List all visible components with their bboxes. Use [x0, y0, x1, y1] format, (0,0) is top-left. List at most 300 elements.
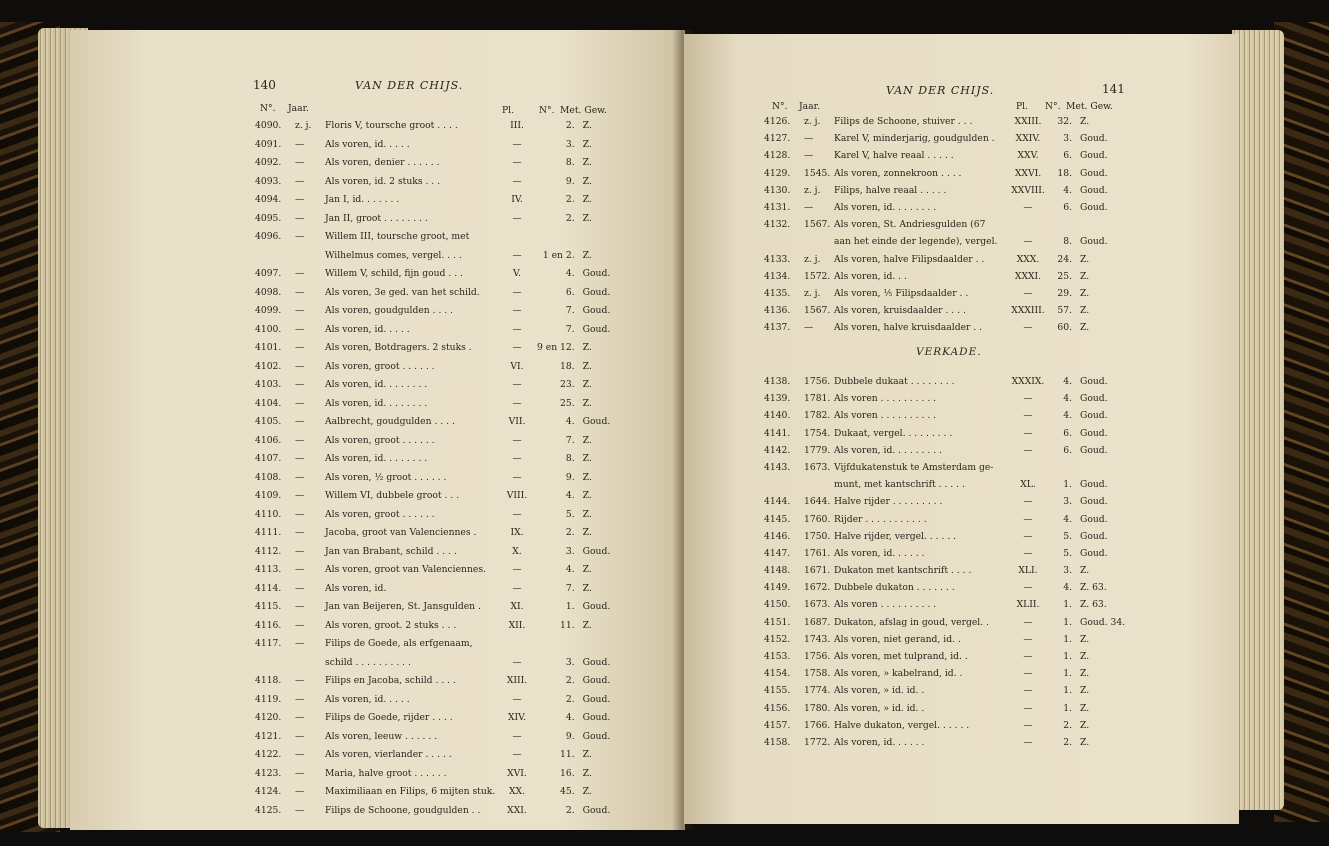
entry-metal-weight: Goud. — [1080, 133, 1108, 145]
col-header-pl: Pl. — [502, 105, 515, 116]
entry-number: 4107. — [255, 453, 282, 464]
entry-plate: — — [512, 323, 522, 335]
entry-plate-number: 6. — [1063, 427, 1072, 439]
entry-number: 4094. — [255, 194, 282, 205]
entry-metal-weight: Z. — [582, 564, 592, 575]
entry-number: 4142. — [764, 444, 791, 456]
entry-number: 4141. — [764, 427, 791, 439]
entry-description: Halve rijder . . . . . . . . . — [834, 496, 943, 508]
entry-plate: XLI. — [1018, 565, 1038, 577]
entry-metal-weight: Goud. — [582, 545, 611, 557]
table-row — [255, 786, 610, 805]
entry-plate: — — [512, 286, 522, 298]
entry-metal-weight: Goud. — [1080, 167, 1108, 179]
entry-metal-weight: Goud. — [1080, 184, 1108, 196]
entry-plate — [497, 638, 537, 657]
entry-plate: XXIII. — [1014, 116, 1042, 127]
entry-number: 4117. — [255, 638, 282, 649]
table-row — [764, 634, 1125, 651]
entry-description: Als voren, niet gerand, id. . — [834, 633, 961, 645]
entry-plate: — — [1023, 736, 1033, 748]
entry-description: Als voren, id. . . . . . . . — [325, 379, 428, 390]
entry-number: 4095. — [255, 212, 282, 224]
entry-metal-weight: Z. — [582, 379, 592, 390]
table-row — [255, 509, 610, 528]
entry-plate: — — [1023, 685, 1033, 697]
entry-metal-weight: Goud. — [1080, 513, 1108, 525]
entry-plate: XVI. — [507, 767, 527, 779]
entry-year: 1781. — [804, 393, 831, 405]
entry-metal-weight: Z. — [582, 397, 592, 409]
table-row — [255, 157, 610, 176]
entry-metal-weight: Z. — [582, 212, 592, 224]
entry-plate-number — [537, 231, 581, 250]
table-row — [255, 583, 610, 602]
entry-metal-weight: Goud. — [1080, 530, 1108, 542]
entry-metal-weight: Goud. — [1080, 427, 1108, 439]
entry-number: 4130. — [764, 184, 791, 196]
entry-plate-number: 18. — [560, 360, 575, 372]
entry-plate-number: 1. — [1063, 702, 1072, 714]
entry-description: schild . . . . . . . . . . — [325, 656, 411, 668]
entry-year — [804, 236, 834, 253]
entry-number: 4155. — [764, 685, 791, 697]
entry-year: 1673. — [804, 461, 831, 473]
entry-plate-number: 8. — [565, 157, 575, 168]
entry-description: Filips de Schoone, stuiver . . . — [834, 116, 973, 127]
entry-plate: XX. — [508, 786, 525, 797]
entry-description: Als voren, id. . . . . — [325, 693, 410, 705]
entry-plate-number: 6. — [1063, 444, 1072, 456]
entry-plate-number: 9. — [565, 471, 575, 483]
entry-plate: XXVI. — [1014, 167, 1042, 179]
entry-description: Vijfdukatenstuk te Amsterdam ge- — [834, 461, 994, 473]
entry-plate-number — [537, 638, 581, 657]
entry-number: 4137. — [764, 322, 791, 334]
entry-plate: XII. — [508, 619, 526, 631]
entry-metal-weight: Goud. — [582, 601, 611, 612]
table-row — [255, 139, 610, 158]
entry-year: 1772. — [804, 736, 831, 748]
col-header-no: N°. — [772, 101, 788, 112]
entry-plate: — — [512, 342, 522, 353]
table-row — [764, 116, 1108, 133]
entry-number: 4131. — [764, 201, 791, 213]
entry-year: — — [295, 693, 305, 705]
entry-description: Als voren, groot van Valenciennes. — [325, 564, 486, 575]
entry-metal-weight: Z. — [1080, 719, 1090, 731]
entry-year: 1750. — [804, 530, 831, 542]
entry-plate: — — [1023, 530, 1033, 542]
entry-plate: — — [512, 138, 522, 150]
table-row — [255, 268, 610, 287]
entry-plate-number: 6. — [1063, 201, 1072, 213]
table-row — [255, 657, 610, 676]
entry-plate: XXVIII. — [1011, 184, 1045, 196]
entry-description: Jan van Beijeren, St. Jansgulden . — [325, 601, 481, 612]
entry-number — [764, 479, 804, 496]
entry-year: 1758. — [804, 668, 831, 680]
entry-plate-number: 4. — [1063, 513, 1072, 525]
entry-metal-weight: Goud. — [582, 305, 611, 316]
entry-plate-number: 18. — [1057, 167, 1072, 179]
entry-number: 4147. — [764, 547, 791, 559]
table-row — [764, 462, 1125, 479]
entry-number: 4156. — [764, 702, 791, 714]
left-page — [70, 30, 685, 830]
entry-description: Jacoba, groot van Valenciennes . — [325, 527, 477, 538]
entry-number: 4110. — [255, 508, 282, 520]
entry-number: 4114. — [255, 582, 282, 594]
entry-plate-number: 1. — [1063, 633, 1072, 645]
table-row — [764, 651, 1125, 668]
table-row — [764, 236, 1108, 253]
entry-year: — — [804, 133, 814, 145]
entry-number: 4157. — [764, 719, 791, 731]
entry-year: — — [295, 360, 305, 372]
entry-plate: — — [512, 508, 522, 520]
entry-year: — — [804, 150, 814, 162]
entry-metal-weight: Z. — [582, 619, 592, 631]
entry-description: Floris V, toursche groot . . . . — [325, 120, 458, 131]
entry-description: Als voren, 3e ged. van het schild. — [325, 286, 480, 298]
entry-description: Halve dukaton, vergel. . . . . . — [834, 719, 970, 731]
entry-description: Als voren, groot . . . . . . — [325, 360, 435, 372]
entry-plate-number: 4. — [1063, 184, 1072, 196]
entry-number: 4148. — [764, 565, 791, 577]
col-header-no: N°. — [260, 103, 276, 114]
table-row — [255, 305, 610, 324]
table-row — [764, 133, 1108, 150]
entry-description: Als voren, id. . . . . — [325, 138, 410, 150]
col-header-year: Jaar. — [799, 101, 820, 112]
entry-number: 4125. — [255, 804, 282, 816]
entry-description: Als voren . . . . . . . . . . — [834, 599, 937, 611]
entry-metal-weight: Goud. — [582, 656, 611, 668]
entry-year: — — [295, 175, 305, 187]
entry-number: 4152. — [764, 633, 791, 645]
entry-number: 4118. — [255, 675, 282, 686]
entry-metal-weight: Z. — [1080, 116, 1090, 127]
entry-year: 1545. — [804, 167, 831, 179]
entry-metal-weight: Goud. — [582, 416, 611, 427]
entry-year: — — [295, 379, 305, 390]
entry-number: 4113. — [255, 564, 282, 575]
entry-plate-number: 7. — [565, 582, 575, 594]
entry-number: 4115. — [255, 601, 282, 612]
entry-plate-number: 16. — [560, 767, 575, 779]
entry-plate: — — [1023, 322, 1033, 334]
entry-number: 4124. — [255, 786, 282, 797]
entry-year: — — [295, 619, 305, 631]
entry-plate-number: 60. — [1057, 322, 1072, 334]
entry-number: 4109. — [255, 490, 282, 501]
entry-number: 4098. — [255, 286, 282, 298]
entry-description: Jan van Brabant, schild . . . . — [325, 545, 457, 557]
entry-plate: — — [512, 749, 522, 760]
table-row — [764, 565, 1125, 582]
table-row — [764, 737, 1125, 754]
entry-plate-number: 11. — [560, 749, 575, 760]
table-row — [764, 305, 1108, 322]
entry-plate: — — [512, 582, 522, 594]
entry-year: 1756. — [804, 651, 831, 662]
entry-number: 4151. — [764, 616, 791, 628]
entry-number: 4145. — [764, 513, 791, 525]
table-row — [764, 479, 1125, 496]
entry-plate: XL. — [1020, 479, 1036, 491]
entry-metal-weight: Goud. — [1080, 444, 1108, 456]
entry-plate: — — [1023, 393, 1033, 405]
entry-number: 4111. — [255, 527, 282, 538]
entry-plate: — — [1023, 668, 1033, 680]
entry-plate-number: 3. — [1063, 565, 1072, 577]
entry-metal-weight: Z. — [582, 786, 592, 797]
entry-metal-weight: Goud. — [582, 730, 611, 742]
entry-year: 1782. — [804, 410, 831, 422]
entry-metal-weight: Goud. 34. — [1080, 616, 1126, 628]
entry-description: Als voren, id. 2 stuks . . . — [325, 175, 441, 187]
entry-year: — — [295, 212, 305, 224]
entry-number: 4133. — [764, 253, 791, 265]
entry-number: 4121. — [255, 730, 282, 742]
entry-plate-number: 9 en 12. — [537, 342, 575, 353]
table-row — [764, 617, 1125, 634]
entry-metal-weight: Z. — [582, 582, 592, 594]
right-page — [684, 34, 1239, 824]
entry-year: 1572. — [804, 270, 831, 282]
table-row — [764, 685, 1125, 702]
entry-plate-number — [1050, 219, 1078, 236]
entry-metal-weight: Z. — [1080, 668, 1090, 680]
entry-description: Filips en Jacoba, schild . . . . — [325, 675, 456, 686]
entry-metal-weight: Z. — [1080, 702, 1090, 714]
entry-plate-number: 7. — [565, 434, 575, 446]
entry-year: — — [295, 749, 305, 760]
entry-number: 4116. — [255, 619, 282, 631]
entry-year: — — [295, 453, 305, 464]
entry-plate-number: 6. — [565, 286, 575, 298]
entry-plate: — — [512, 397, 522, 409]
entry-metal-weight: Z. 63. — [1080, 582, 1107, 594]
entry-year: z. j. — [804, 287, 821, 299]
table-row — [255, 342, 610, 361]
entry-metal-weight: Z. — [1080, 685, 1090, 697]
entry-description: Als voren . . . . . . . . . . — [834, 410, 937, 422]
entry-number: 4093. — [255, 175, 282, 187]
entry-plate: XXX. — [1016, 253, 1040, 265]
entry-metal-weight: Goud. — [1080, 393, 1108, 405]
entry-metal-weight: Z. — [1080, 253, 1090, 265]
entry-description: Aalbrecht, goudgulden . . . . — [325, 416, 455, 427]
entry-metal-weight: Z. — [582, 471, 592, 483]
entry-plate-number: 8. — [565, 453, 575, 464]
table-row — [255, 472, 610, 491]
entry-description: Dubbele dukaat . . . . . . . . — [834, 376, 955, 387]
entry-number: 4154. — [764, 668, 791, 680]
entry-plate: — — [512, 693, 522, 705]
entry-metal-weight: Goud. — [1080, 376, 1108, 387]
entry-description: Als voren, zonnekroon . . . . — [834, 167, 962, 179]
entry-year: 1672. — [804, 582, 831, 594]
entry-plate — [1006, 219, 1050, 236]
entry-plate-number: 3. — [565, 545, 575, 557]
entry-plate-number: 4. — [1063, 376, 1072, 387]
entry-metal-weight: Z. — [582, 120, 592, 131]
entry-year — [295, 250, 325, 269]
entry-plate: XXIV. — [1015, 133, 1041, 145]
entry-number: 4144. — [764, 496, 791, 508]
entry-year: 1756. — [804, 376, 831, 387]
table-row — [255, 194, 610, 213]
entry-description: Als voren, id. . . . . . — [834, 736, 925, 748]
entry-plate-number: 2. — [565, 194, 575, 205]
entry-number — [255, 250, 295, 269]
entry-metal-weight: Z. — [582, 527, 592, 538]
entry-plate: — — [1023, 201, 1033, 213]
entry-year: — — [295, 286, 305, 298]
table-row — [764, 428, 1125, 445]
entry-year: — — [295, 804, 305, 816]
entry-plate-number: 5. — [1063, 547, 1072, 559]
entry-description: Willem V, schild, fijn goud . . . — [325, 268, 463, 279]
table-row — [764, 531, 1125, 548]
entry-plate: — — [1023, 444, 1033, 456]
entry-plate-number: 1. — [1063, 616, 1072, 628]
entry-description: Als voren . . . . . . . . . . — [834, 393, 937, 405]
entry-plate-number: 1. — [1063, 685, 1072, 697]
entry-description: Als voren, groot . . . . . . — [325, 508, 435, 520]
entry-description: Als voren, ½ groot . . . . . . — [325, 471, 447, 483]
entry-number: 4104. — [255, 397, 282, 409]
table-row — [255, 176, 610, 195]
entry-metal-weight: Goud. — [1080, 201, 1108, 213]
entry-year: — — [295, 730, 305, 742]
table-row — [255, 712, 610, 731]
entry-plate-number: 4. — [1063, 393, 1072, 405]
entry-year: — — [295, 323, 305, 335]
entry-description: Willem VI, dubbele groot . . . — [325, 490, 460, 501]
entry-metal-weight: Goud. — [1080, 479, 1108, 491]
entry-year: — — [295, 305, 305, 316]
entry-plate-number: 4. — [1063, 582, 1072, 594]
entry-number: 4149. — [764, 582, 791, 594]
entry-description: Jan I, id. . . . . . . — [325, 194, 400, 205]
table-row — [255, 768, 610, 787]
entry-plate: — — [1023, 719, 1033, 731]
table-row — [255, 527, 610, 546]
entry-year: — — [295, 767, 305, 779]
table-row — [255, 638, 610, 657]
col-header-met: Met. Gew. — [560, 105, 607, 116]
entry-year: — — [295, 601, 305, 612]
table-row — [764, 548, 1125, 565]
entry-plate-number: 23. — [560, 379, 575, 390]
entry-year: — — [295, 675, 305, 686]
table-row — [764, 445, 1125, 462]
table-row — [764, 202, 1108, 219]
entry-plate: — — [512, 656, 522, 668]
table-row — [255, 453, 610, 472]
entry-plate: — — [1023, 236, 1033, 248]
entry-plate-number: 4. — [565, 712, 575, 723]
entry-description: Dubbele dukaton . . . . . . . — [834, 582, 955, 594]
entry-plate-number: 1. — [1063, 651, 1072, 662]
entry-plate-number: 3. — [565, 138, 575, 150]
entry-plate: VII. — [508, 416, 526, 427]
table-row — [255, 620, 610, 639]
entry-plate-number: 4. — [565, 416, 575, 427]
table-row — [764, 514, 1125, 531]
entry-plate: X. — [512, 545, 522, 557]
entry-description: Filips de Goede, rijder . . . . — [325, 712, 453, 723]
entry-year: — — [295, 157, 305, 168]
page-number: 140 — [253, 78, 276, 92]
entry-year: 1779. — [804, 444, 831, 456]
entry-plate-number: 6. — [1063, 150, 1072, 162]
entry-year: 1567. — [804, 219, 831, 231]
entry-number: 4134. — [764, 270, 791, 282]
entry-metal-weight: Z. — [582, 508, 592, 520]
col-header-met: Met. Gew. — [1066, 101, 1113, 112]
entry-plate: — — [512, 157, 522, 168]
entry-year: — — [295, 712, 305, 723]
entry-plate-number: 57. — [1057, 305, 1072, 317]
entry-year: 1567. — [804, 305, 831, 317]
entry-plate: XIV. — [507, 712, 527, 723]
entry-description: Als voren, id. . . . . . . . — [834, 201, 937, 213]
entry-description: Als voren, id. . . . . — [325, 323, 410, 335]
table-row — [255, 749, 610, 768]
entry-plate: V. — [513, 268, 521, 279]
entry-year: z. j. — [804, 253, 821, 265]
table-row — [255, 379, 610, 398]
entry-year: — — [295, 490, 305, 501]
entry-number: 4105. — [255, 416, 282, 427]
entry-description: Als voren, id. . . . . . . . — [325, 453, 428, 464]
entry-metal-weight: Z. — [582, 342, 592, 353]
entry-plate-number: 5. — [1063, 530, 1072, 542]
entry-number: 4123. — [255, 767, 282, 779]
entry-number: 4129. — [764, 167, 791, 179]
entry-year: 1780. — [804, 702, 831, 714]
entry-description: Als voren, ⅕ Filipsdaalder . . — [834, 287, 969, 299]
entry-metal-weight: Z. — [582, 138, 592, 150]
entry-plate-number: 2. — [565, 675, 575, 686]
entry-plate-number: 5. — [565, 508, 575, 520]
entry-year: — — [295, 434, 305, 446]
entry-plate: — — [512, 471, 522, 483]
entry-description: Maria, halve groot . . . . . . — [325, 767, 447, 779]
entry-metal-weight: Z. — [1080, 736, 1090, 748]
entry-plate-number: 9. — [565, 175, 575, 187]
entry-plate-number: 2. — [565, 804, 575, 816]
entry-plate-number: 4. — [565, 490, 575, 501]
table-row — [764, 668, 1125, 685]
entry-plate-number: 25. — [1057, 270, 1072, 282]
entry-plate: XXV. — [1017, 150, 1039, 162]
entry-year: 1743. — [804, 633, 831, 645]
entry-plate-number: 2. — [565, 120, 575, 131]
entry-plate: XXXIX. — [1011, 376, 1045, 387]
entry-plate-number: 24. — [1057, 253, 1072, 265]
entry-description: munt, met kantschrift . . . . . — [834, 479, 965, 491]
entry-number: 4100. — [255, 323, 282, 335]
entry-description: Als voren, vierlander . . . . . — [325, 749, 452, 760]
entry-plate: — — [1023, 633, 1033, 645]
entry-plate: XI. — [510, 601, 524, 612]
entry-metal-weight: Z. 63. — [1080, 599, 1107, 611]
